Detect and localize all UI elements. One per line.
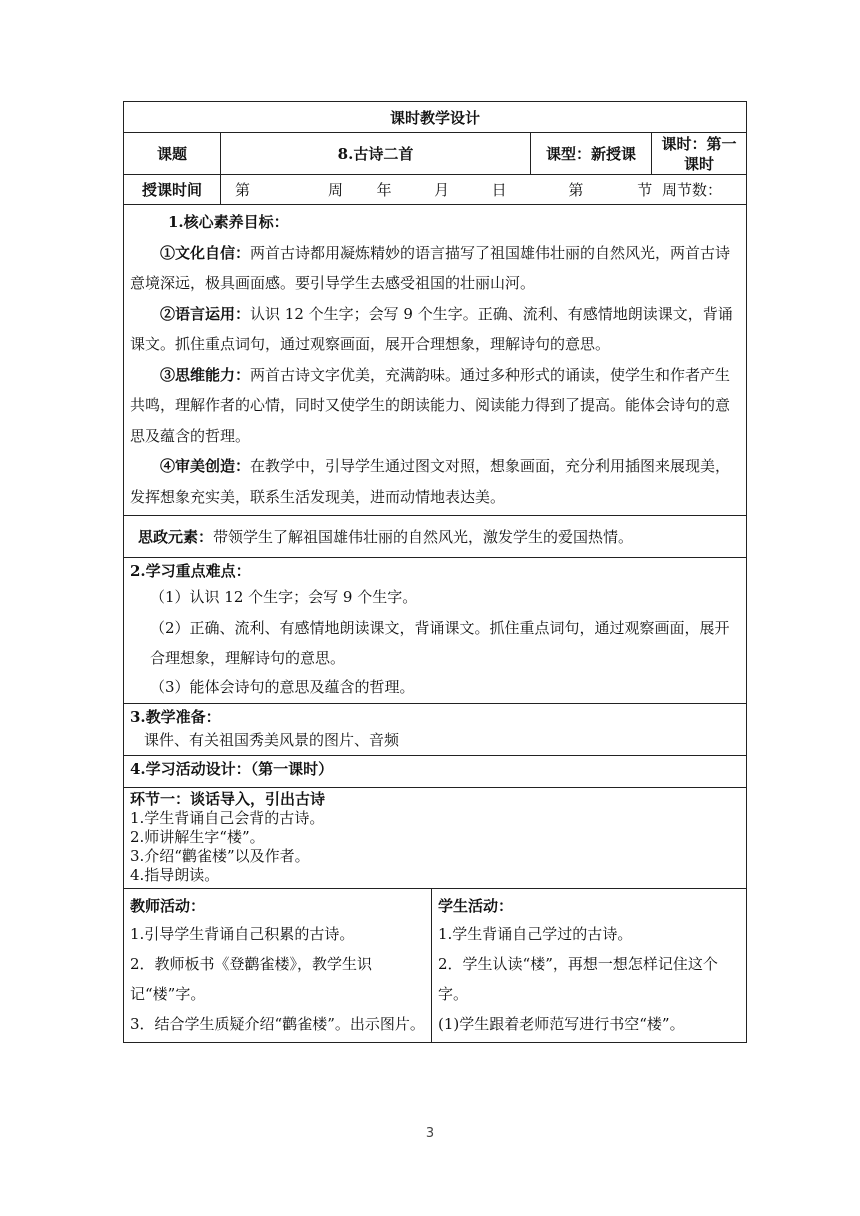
key-point-item: （2）正确、流利、有感情地朗读课文，背诵课文。抓住重点词句，通过观察画面，展开合理想象，理解诗句的意思。 [150,618,730,667]
student-activity [432,888,747,1042]
week-count: 周节数： [661,181,722,199]
lesson-type: 课型：新授课 [531,133,652,175]
goals-heading: 1.核心素养目标： [168,213,289,231]
goal-item: ①文化自信：两首古诗都用凝炼精妙的语言描写了祖国雄伟壮丽的自然风光，两首古诗意境深远，极具画面感。要引导学生去感受祖国的壮丽山河。 [130,243,731,292]
student-item: (1)学生跟着老师范写进行书空“楼”。 [438,1014,685,1033]
teacher-item: 1.引导学生背诵自己积累的古诗。 [130,924,355,943]
prep-text: 课件、有关祖国秀美风景的图片、音频 [144,730,400,749]
teacher-item: 3．结合学生质疑介绍“鹳雀楼”。出示图片。 [130,1014,425,1033]
goal-item: ②语言运用：认识 12 个生字；会写 9 个生字。正确、流利、有感情地朗读课文，背诵课文。抓住重点词句，通过观察画面，展开合理想象，理解诗句的意思。 [130,304,733,353]
time-fields [221,175,747,205]
step1-item: 3.介绍“鹳雀楼”以及作者。 [130,846,310,865]
key-points-heading: 2.学习重点难点： [130,562,251,580]
student-item: 1.学生背诵自己学过的古诗。 [438,924,633,943]
key-points-section [124,558,747,704]
topic-label: 课题 [124,133,221,175]
year-field: 年 [376,181,392,199]
goal-item: ③思维能力：两首古诗文字优美，充满韵味。通过多种形式的诵读，使学生和作者产生共鸣，理解作者的心情，同时又使学生的朗读能力、阅读能力得到了提高。能体会诗句的意思及蕴含的哲理。 [130,365,731,445]
key-point-item: （1）认识 12 个生字；会写 9 个生字。 [150,588,418,606]
week-suffix: 周 [327,181,343,199]
sizheng-section: 思政元素：带领学生了解祖国雄伟壮丽的自然风光，激发学生的爱国热情。 [124,516,747,558]
step1-item: 4.指导朗读。 [130,865,220,884]
student-item: 2．学生认读“楼”，再想一想怎样记住这个字。 [438,954,718,1003]
page-number: 3 [425,1126,435,1141]
week-prefix: 第 [235,181,251,199]
step1-heading: 环节一：谈话导入，引出古诗 [130,789,326,808]
teacher-item: 2．教师板书《登鹳雀楼》，教学生识记“楼”字。 [130,954,373,1003]
table-title: 课时教学设计 [124,102,747,133]
lesson-plan-table [123,101,747,1043]
step1-item: 2.师讲解生字“楼”。 [130,827,265,846]
section-prefix: 第 [568,181,584,199]
time-label: 授课时间 [124,175,221,205]
month-field: 月 [434,181,450,199]
day-field: 日 [491,181,507,199]
teacher-activity [124,888,432,1042]
goal-item: ④审美创造：在教学中，引导学生通过图文对照，想象画面，充分利用插图来展现美，发挥想象充实美，联系生活发现美，进而动情地表达美。 [130,457,731,506]
activity-heading: 4.学习活动设计：（第一课时） [124,755,747,787]
key-point-item: （3）能体会诗句的意思及蕴含的哲理。 [150,677,415,696]
prep-heading: 3.教学准备： [130,707,221,726]
lesson-period: 课时：第一课时 [652,133,747,175]
topic-value: 8.古诗二首 [221,133,531,175]
section-suffix: 节 [637,181,653,199]
step1-item: 1.学生背诵自己会背的古诗。 [130,808,325,827]
teacher-heading: 教师活动： [130,896,206,915]
student-heading: 学生活动： [438,896,514,915]
core-goals-section [124,205,747,516]
step1-section [124,787,747,888]
prep-section [124,703,747,755]
